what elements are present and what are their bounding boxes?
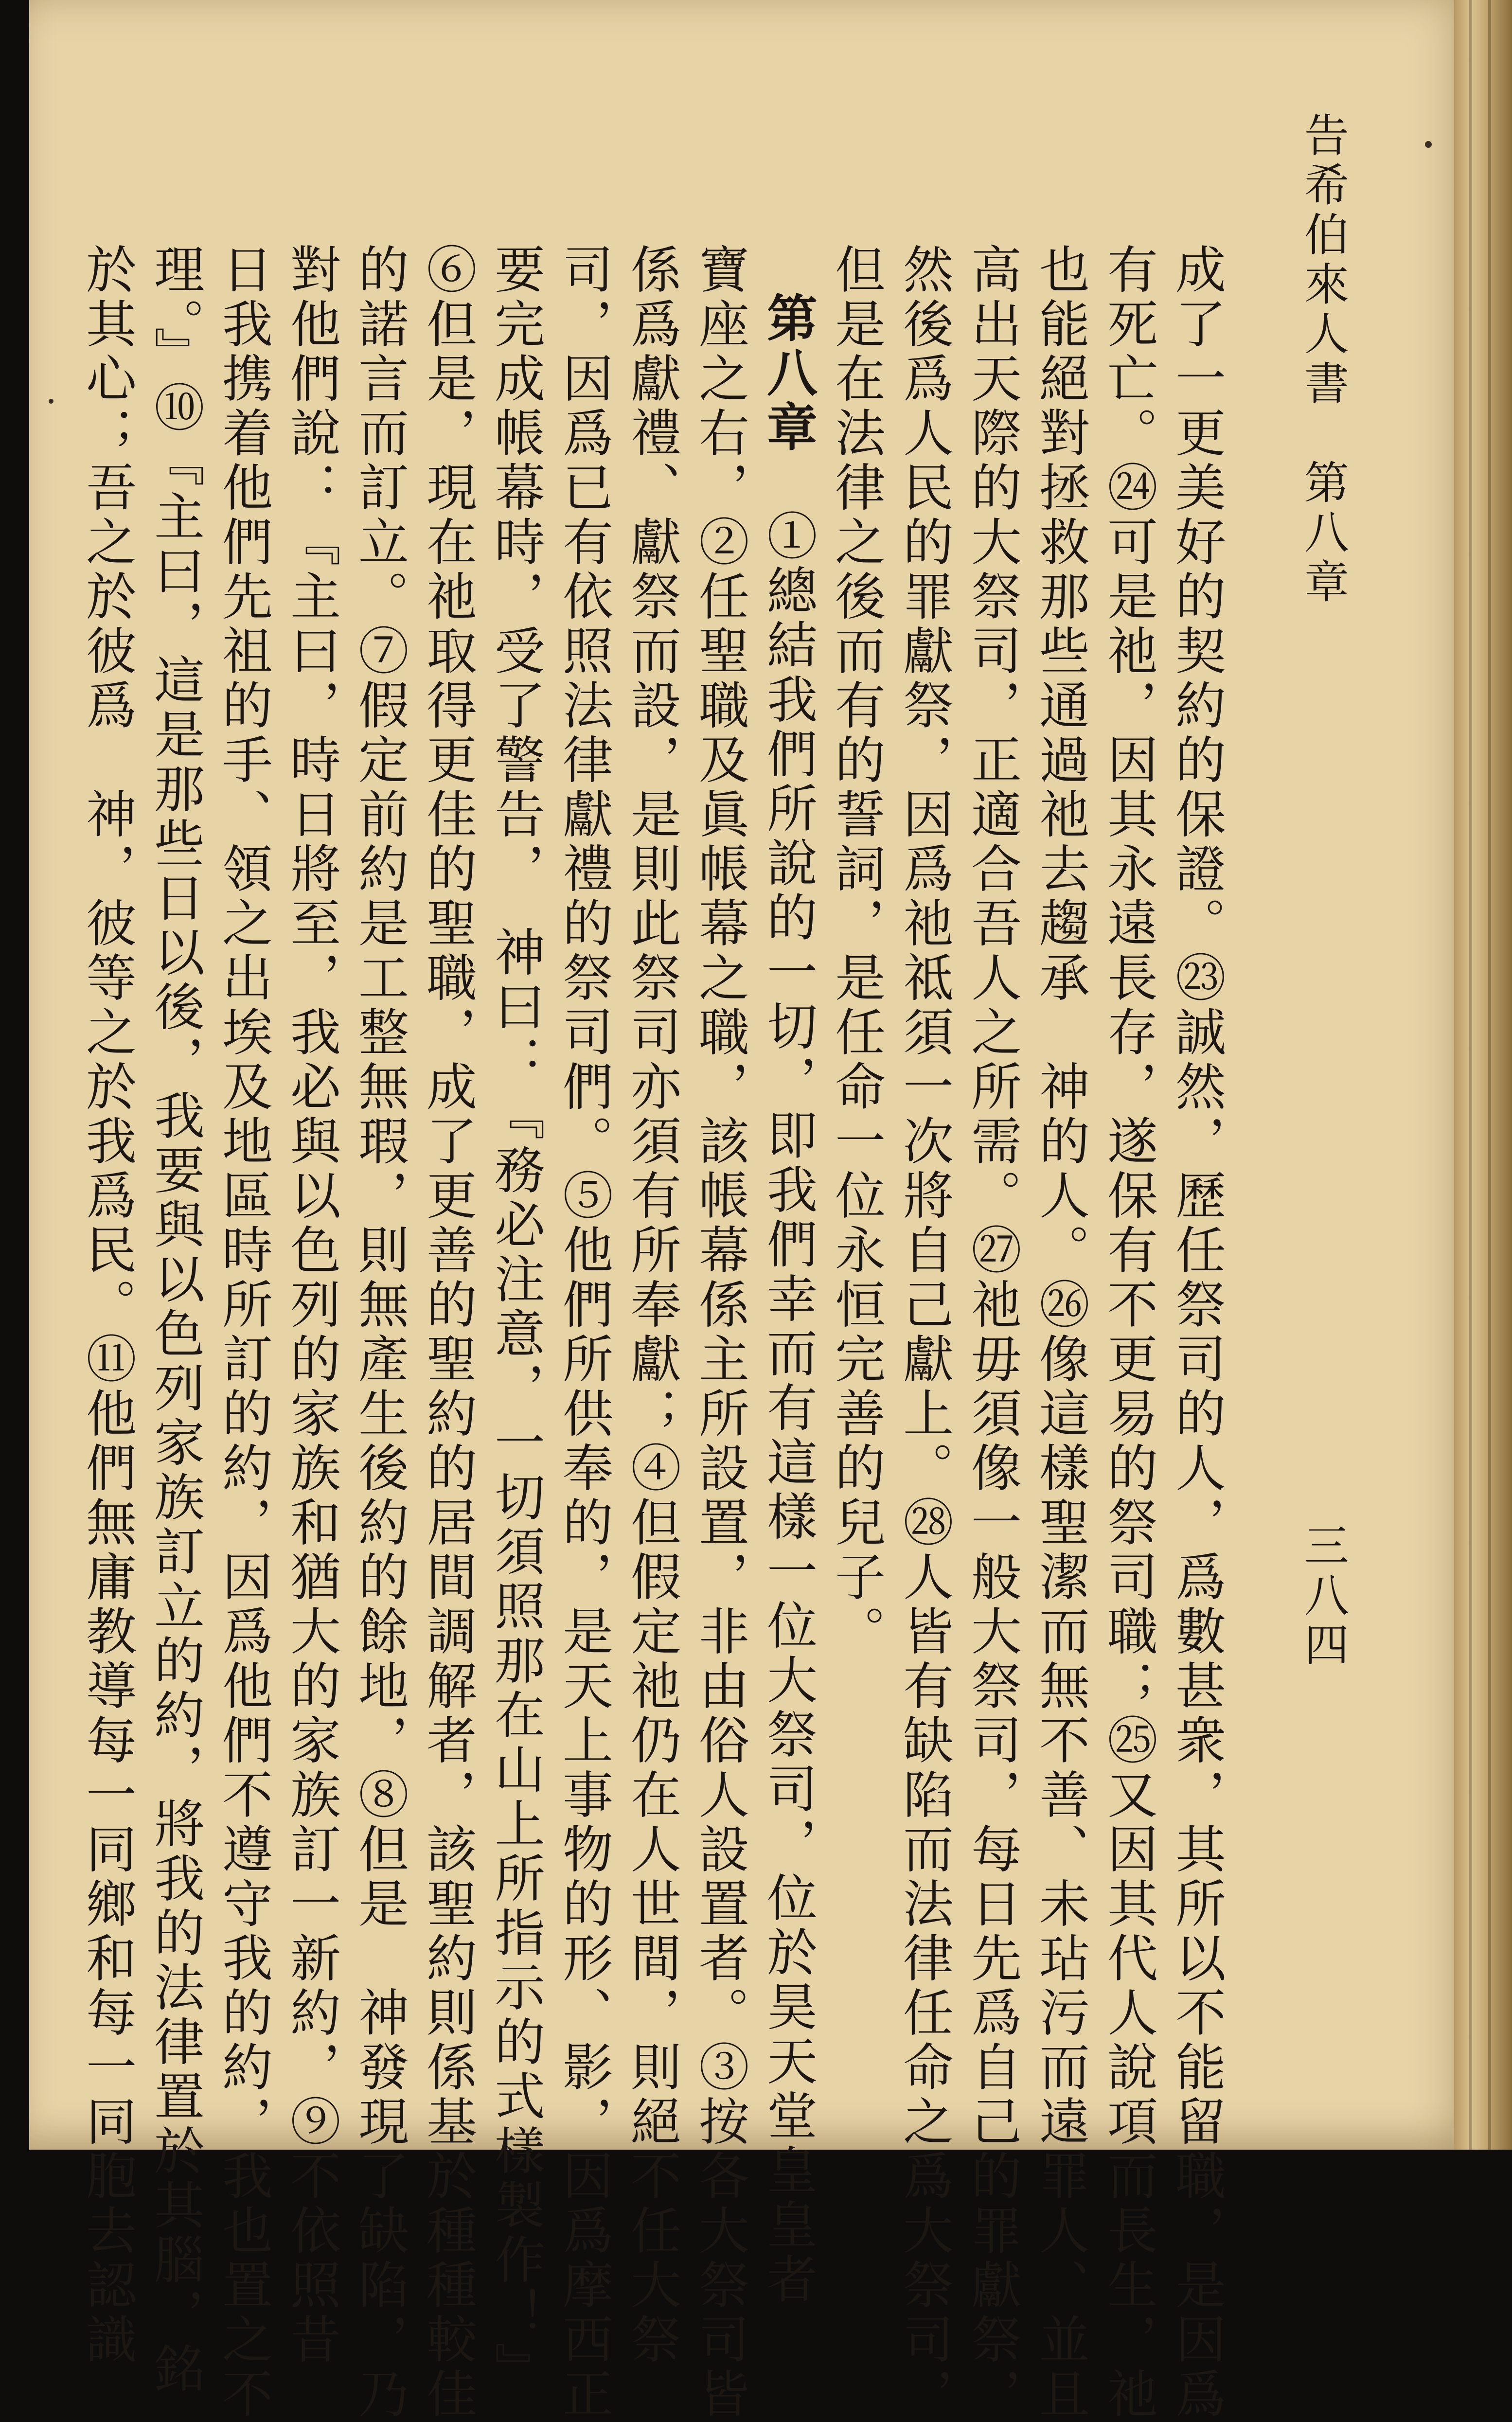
book-page [29,0,1478,2422]
ink-spot [1425,141,1432,148]
text-column-17: 於其心；吾之於彼爲 神，彼等之於我爲民。⑪他們無庸教導每一同鄉和每一同胞去認識 [77,243,137,2368]
text-column-16: 理。』⑩『主曰，這是那些日以後，我要與以色列家族訂立的約，將我的法律置於其腦，銘 [145,243,205,2397]
chapter-label: 第八章 [1297,459,1349,608]
running-header [1294,112,1352,608]
text-column-3: 也能絕對拯救那些通過祂去趨承 神的人。㉖像這樣聖潔而無不善、未玷污而遠罪人、並且 [1031,243,1090,2422]
text-column-2: 有死亡。㉔可是祂，因其永遠長存，遂保有不更易的祭司職；㉕又因其代人說項而長生，祂 [1099,243,1158,2422]
page-edge [1454,0,1512,2150]
page-edge-line [1488,0,1491,2150]
text-column-15: 日我携着他們先祖的手、領之出埃及地區時所訂的約，因爲他們不遵守我的約，我也置之不 [213,243,273,2422]
chapter-heading-text: ①總結我們所說的一切，即我們幸而有這樣一位大祭司，位於昊天堂皇皇者 [758,455,818,2307]
text-column-9: 係爲獻禮、獻祭而設，是則此祭司亦須有所奉獻；④但假定祂仍在人世間，則絕不任大祭 [622,243,681,2368]
text-column-13: 的諾言而訂立。⑦假定前約是工整無瑕，則無產生後約的餘地，⑧但是 神發現了缺陷，乃 [350,243,409,2422]
text-column-12: ⑥但是，現在祂取得更佳的聖職，成了更善的聖約的居間調解者，該聖約則係基於種種較佳 [418,243,477,2422]
text-column-14: 對他們說：『主曰，時日將至，我必與以色列的家族和猶大的家族訂一新約，⑨不依照昔 [282,243,341,2368]
ink-spot [49,399,53,404]
page-number: 三八四 [1297,1522,1349,1671]
page-edge-line [1469,0,1472,2150]
chapter-heading-column [759,292,817,2307]
text-column-11: 要完成帳幕時，受了警告， 神曰：『務必注意，一切須照那在山上所指示的式樣製作！』 [486,243,545,2397]
text-column-10: 司，因爲已有依照法律獻禮的祭司們。⑤他們所供奉的，是天上事物的形、影，因爲摩西正 [554,243,613,2422]
book-title: 告希伯來人書 [1297,112,1349,410]
chapter-heading: 第八章 [758,292,818,455]
text-column-1: 成了一更美好的契約的保證。㉓誠然，歷任祭司的人，爲數甚衆，其所以不能留職，是因爲 [1167,243,1226,2422]
text-column-4: 高出天際的大祭司，正適合吾人之所需。㉗祂毋須像一般大祭司，每日先爲自己的罪獻祭， [962,243,1022,2422]
text-column-6: 但是在法律之後而有的誓詞，是任命一位永恒完善的兒子。 [826,243,886,1659]
text-column-5: 然後爲人民的罪獻祭，因爲祂祗須一次將自己獻上。㉘人皆有缺陷而法律任命之爲大祭司， [894,243,954,2422]
text-column-8: 寶座之右，②任聖職及眞帳幕之職，該帳幕係主所設置，非由俗人設置者。③按各大祭司皆 [690,243,749,2422]
